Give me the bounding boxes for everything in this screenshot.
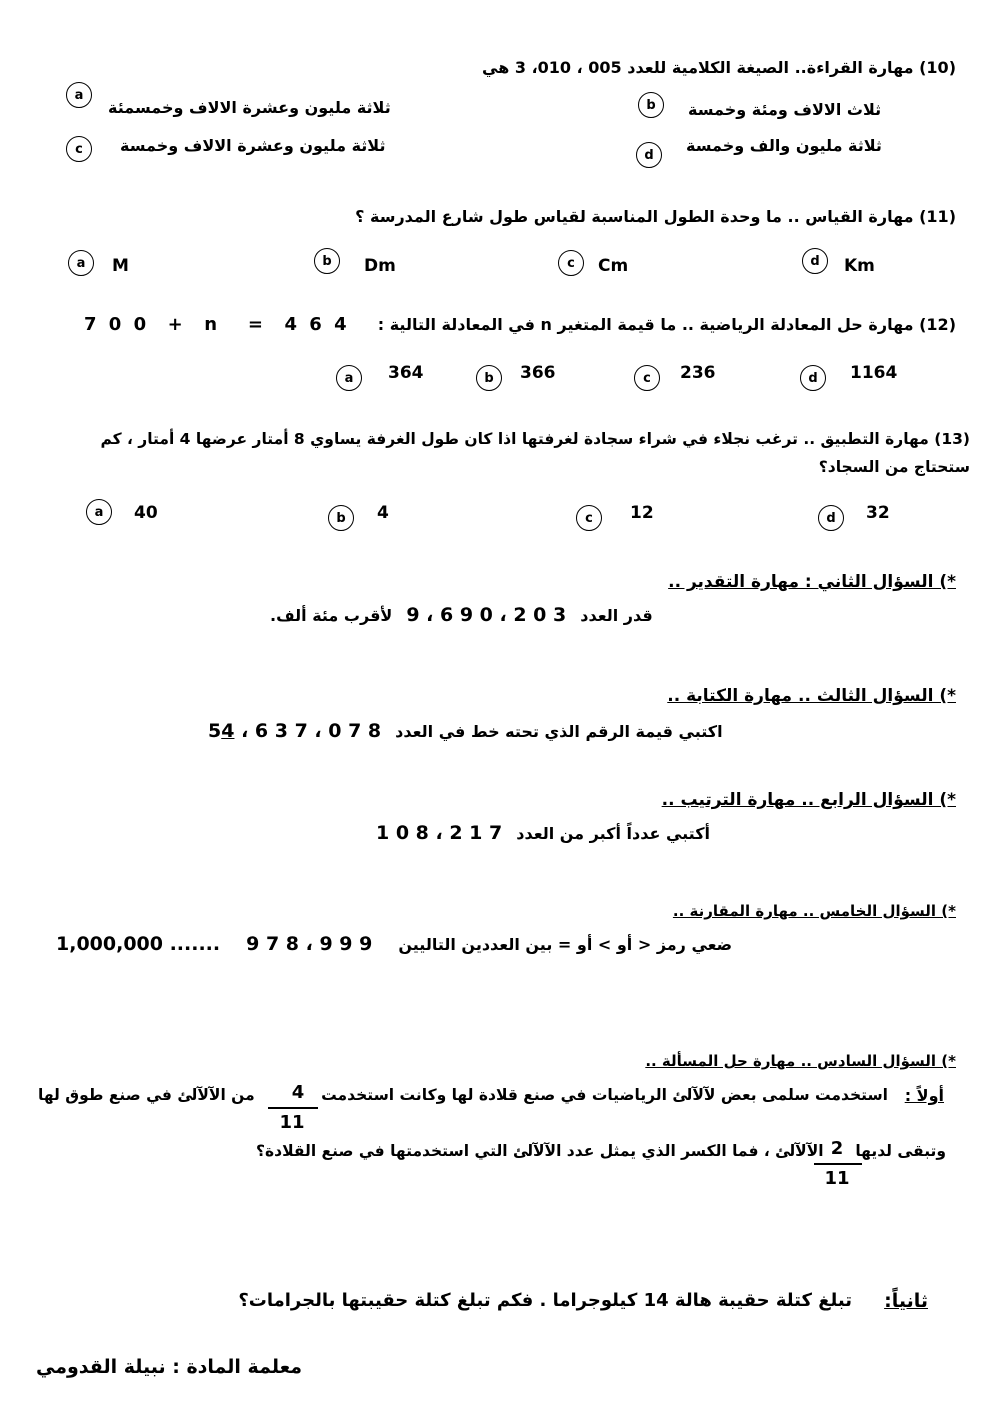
q12-option-c-circle[interactable]: c bbox=[634, 365, 660, 391]
section-3-number-underlined-digit: 4 bbox=[221, 720, 235, 742]
q10-option-d-text: ثلاثة مليون والف وخمسة bbox=[686, 136, 882, 155]
section-5-text: ضعي رمز < أو > أو = بين العددين التاليين bbox=[398, 935, 733, 954]
q12-option-a-text: 364 bbox=[388, 363, 424, 383]
section-6-first-label: أولاً : bbox=[904, 1086, 944, 1105]
section-3-line bbox=[208, 720, 723, 742]
fraction-1-denominator: 11 bbox=[279, 1112, 305, 1133]
q13-option-b-circle[interactable]: b bbox=[328, 505, 354, 531]
section-5-line bbox=[56, 933, 732, 955]
section-3-number-pre: 5 bbox=[208, 720, 222, 742]
q12-option-a-circle[interactable]: a bbox=[336, 365, 362, 391]
q11-option-c-text: Cm bbox=[598, 256, 629, 276]
section-6-line2-pre: وتبقى لديها bbox=[855, 1142, 946, 1160]
section-2-text: قدر العدد bbox=[580, 606, 653, 625]
teacher-signature: معلمة المادة : نبيلة القدومي bbox=[36, 1356, 303, 1378]
fraction-1-numerator: 4 bbox=[291, 1082, 305, 1103]
section-2-number: 9 ، 6 9 0 ، 2 0 3 bbox=[406, 604, 567, 626]
q13-option-d-text: 32 bbox=[866, 503, 890, 523]
section-6-line1: استخدمت سلمى بعض لآلآلئ الرياضيات في صنع قلادة لها وكانت استخدمت bbox=[321, 1086, 888, 1104]
q13-stem-line2: ستحتاج من السجاد؟ bbox=[818, 458, 970, 476]
section-3-text: اكتبي قيمة الرقم الذي تحته خط في العدد bbox=[395, 722, 723, 741]
section-6-line2-post: الآلآلئ ، فما الكسر الذي يمثل عدد الآلآلئ التي استخدمتها في صنع القلادة؟ bbox=[256, 1142, 824, 1160]
fraction-1-bar bbox=[268, 1107, 318, 1109]
q10-option-c-circle[interactable]: c bbox=[66, 136, 92, 162]
section-2-title: *) السؤال الثاني : مهارة التقدير .. bbox=[668, 572, 956, 592]
q10-option-d-circle[interactable]: d bbox=[636, 142, 662, 168]
section-5-number: 9 7 8 ، 9 9 9 bbox=[246, 933, 373, 955]
q13-stem-line1: (13) مهارة التطبيق .. ترغب نجلاء في شراء سجادة لغرفتها اذا كان طول الغرفة يساوي 8 أمتار عرضها 4 أمتار ، كم bbox=[100, 430, 970, 448]
q13-option-c-circle[interactable]: c bbox=[576, 505, 602, 531]
q13-option-a-circle[interactable]: a bbox=[86, 499, 112, 525]
q13-option-a-text: 40 bbox=[134, 503, 158, 523]
section-3-number bbox=[208, 720, 381, 742]
fraction-2-denominator: 11 bbox=[824, 1168, 850, 1189]
q12-option-d-circle[interactable]: d bbox=[800, 365, 826, 391]
q11-option-a-circle[interactable]: a bbox=[68, 250, 94, 276]
section-4-line bbox=[376, 822, 710, 844]
q12-option-c-text: 236 bbox=[680, 363, 716, 383]
q11-option-d-text: Km bbox=[844, 256, 875, 276]
q12-option-b-text: 366 bbox=[520, 363, 556, 383]
q13-option-c-text: 12 bbox=[630, 503, 654, 523]
section-3-title: *) السؤال الثالث .. مهارة الكتابة .. bbox=[667, 686, 956, 706]
q10-option-b-circle[interactable]: b bbox=[638, 92, 664, 118]
q12-equation: 7 0 0 + n = 4 6 4 bbox=[84, 314, 350, 335]
fraction-2-numerator: 2 bbox=[830, 1138, 844, 1159]
q12-option-b-circle[interactable]: b bbox=[476, 365, 502, 391]
section-2-line bbox=[270, 604, 653, 626]
q11-option-c-circle[interactable]: c bbox=[558, 250, 584, 276]
q12-option-d-text: 1164 bbox=[850, 363, 898, 383]
q11-option-a-text: M bbox=[112, 256, 129, 276]
section-2-tail: لأقرب مئة ألف. bbox=[270, 606, 393, 625]
section-3-number-post: ، 6 3 7 ، 0 7 8 bbox=[234, 720, 382, 742]
section-6-second-label: ثانياً: bbox=[884, 1290, 928, 1312]
q10-option-c-text: ثلاثة مليون وعشرة الالاف وخمسة bbox=[120, 136, 386, 155]
q11-stem: (11) مهارة القياس .. ما وحدة الطول المناسبة لقياس طول شارع المدرسة ؟ bbox=[355, 207, 956, 226]
q11-option-d-circle[interactable]: d bbox=[802, 248, 828, 274]
q13-option-d-circle[interactable]: d bbox=[818, 505, 844, 531]
section-6-second-text: تبلغ كتلة حقيبة هالة 14 كيلوجراما . فكم تبلغ كتلة حقيبتها بالجرامات؟ bbox=[238, 1290, 852, 1311]
q11-option-b-circle[interactable]: b bbox=[314, 248, 340, 274]
section-6-line1-tail: من الآلآلئ في صنع طوق لها bbox=[38, 1086, 255, 1104]
q11-option-b-text: Dm bbox=[364, 256, 396, 276]
q10-option-b-text: ثلاث الالاف ومئة وخمسة bbox=[688, 100, 882, 119]
section-4-title: *) السؤال الرابع .. مهارة الترتيب .. bbox=[661, 790, 956, 810]
section-4-text: أكتبي عدداً أكبر من العدد bbox=[516, 824, 710, 843]
q12-stem: (12) مهارة حل المعادلة الرياضية .. ما قيمة المتغير n في المعادلة التالية : bbox=[377, 315, 956, 334]
section-5-title: *) السؤال الخامس .. مهارة المقارنة .. bbox=[672, 902, 956, 920]
q10-option-a-text: ثلاثة مليون وعشرة الالاف وخمسمئة bbox=[108, 98, 391, 117]
section-5-compare: 1,000,000 ....... bbox=[56, 933, 221, 955]
section-4-number: 1 0 8 ، 2 1 7 bbox=[376, 822, 503, 844]
section-6-title: *) السؤال السادس .. مهارة حل المسألة .. bbox=[645, 1052, 956, 1070]
q13-option-b-text: 4 bbox=[377, 503, 389, 523]
fraction-2-bar bbox=[814, 1163, 862, 1165]
q10-option-a-circle[interactable]: a bbox=[66, 82, 92, 108]
q10-stem: (10) مهارة القراءة.. الصيغة الكلامية للعدد 005 ، 010، 3 هي bbox=[482, 58, 956, 77]
